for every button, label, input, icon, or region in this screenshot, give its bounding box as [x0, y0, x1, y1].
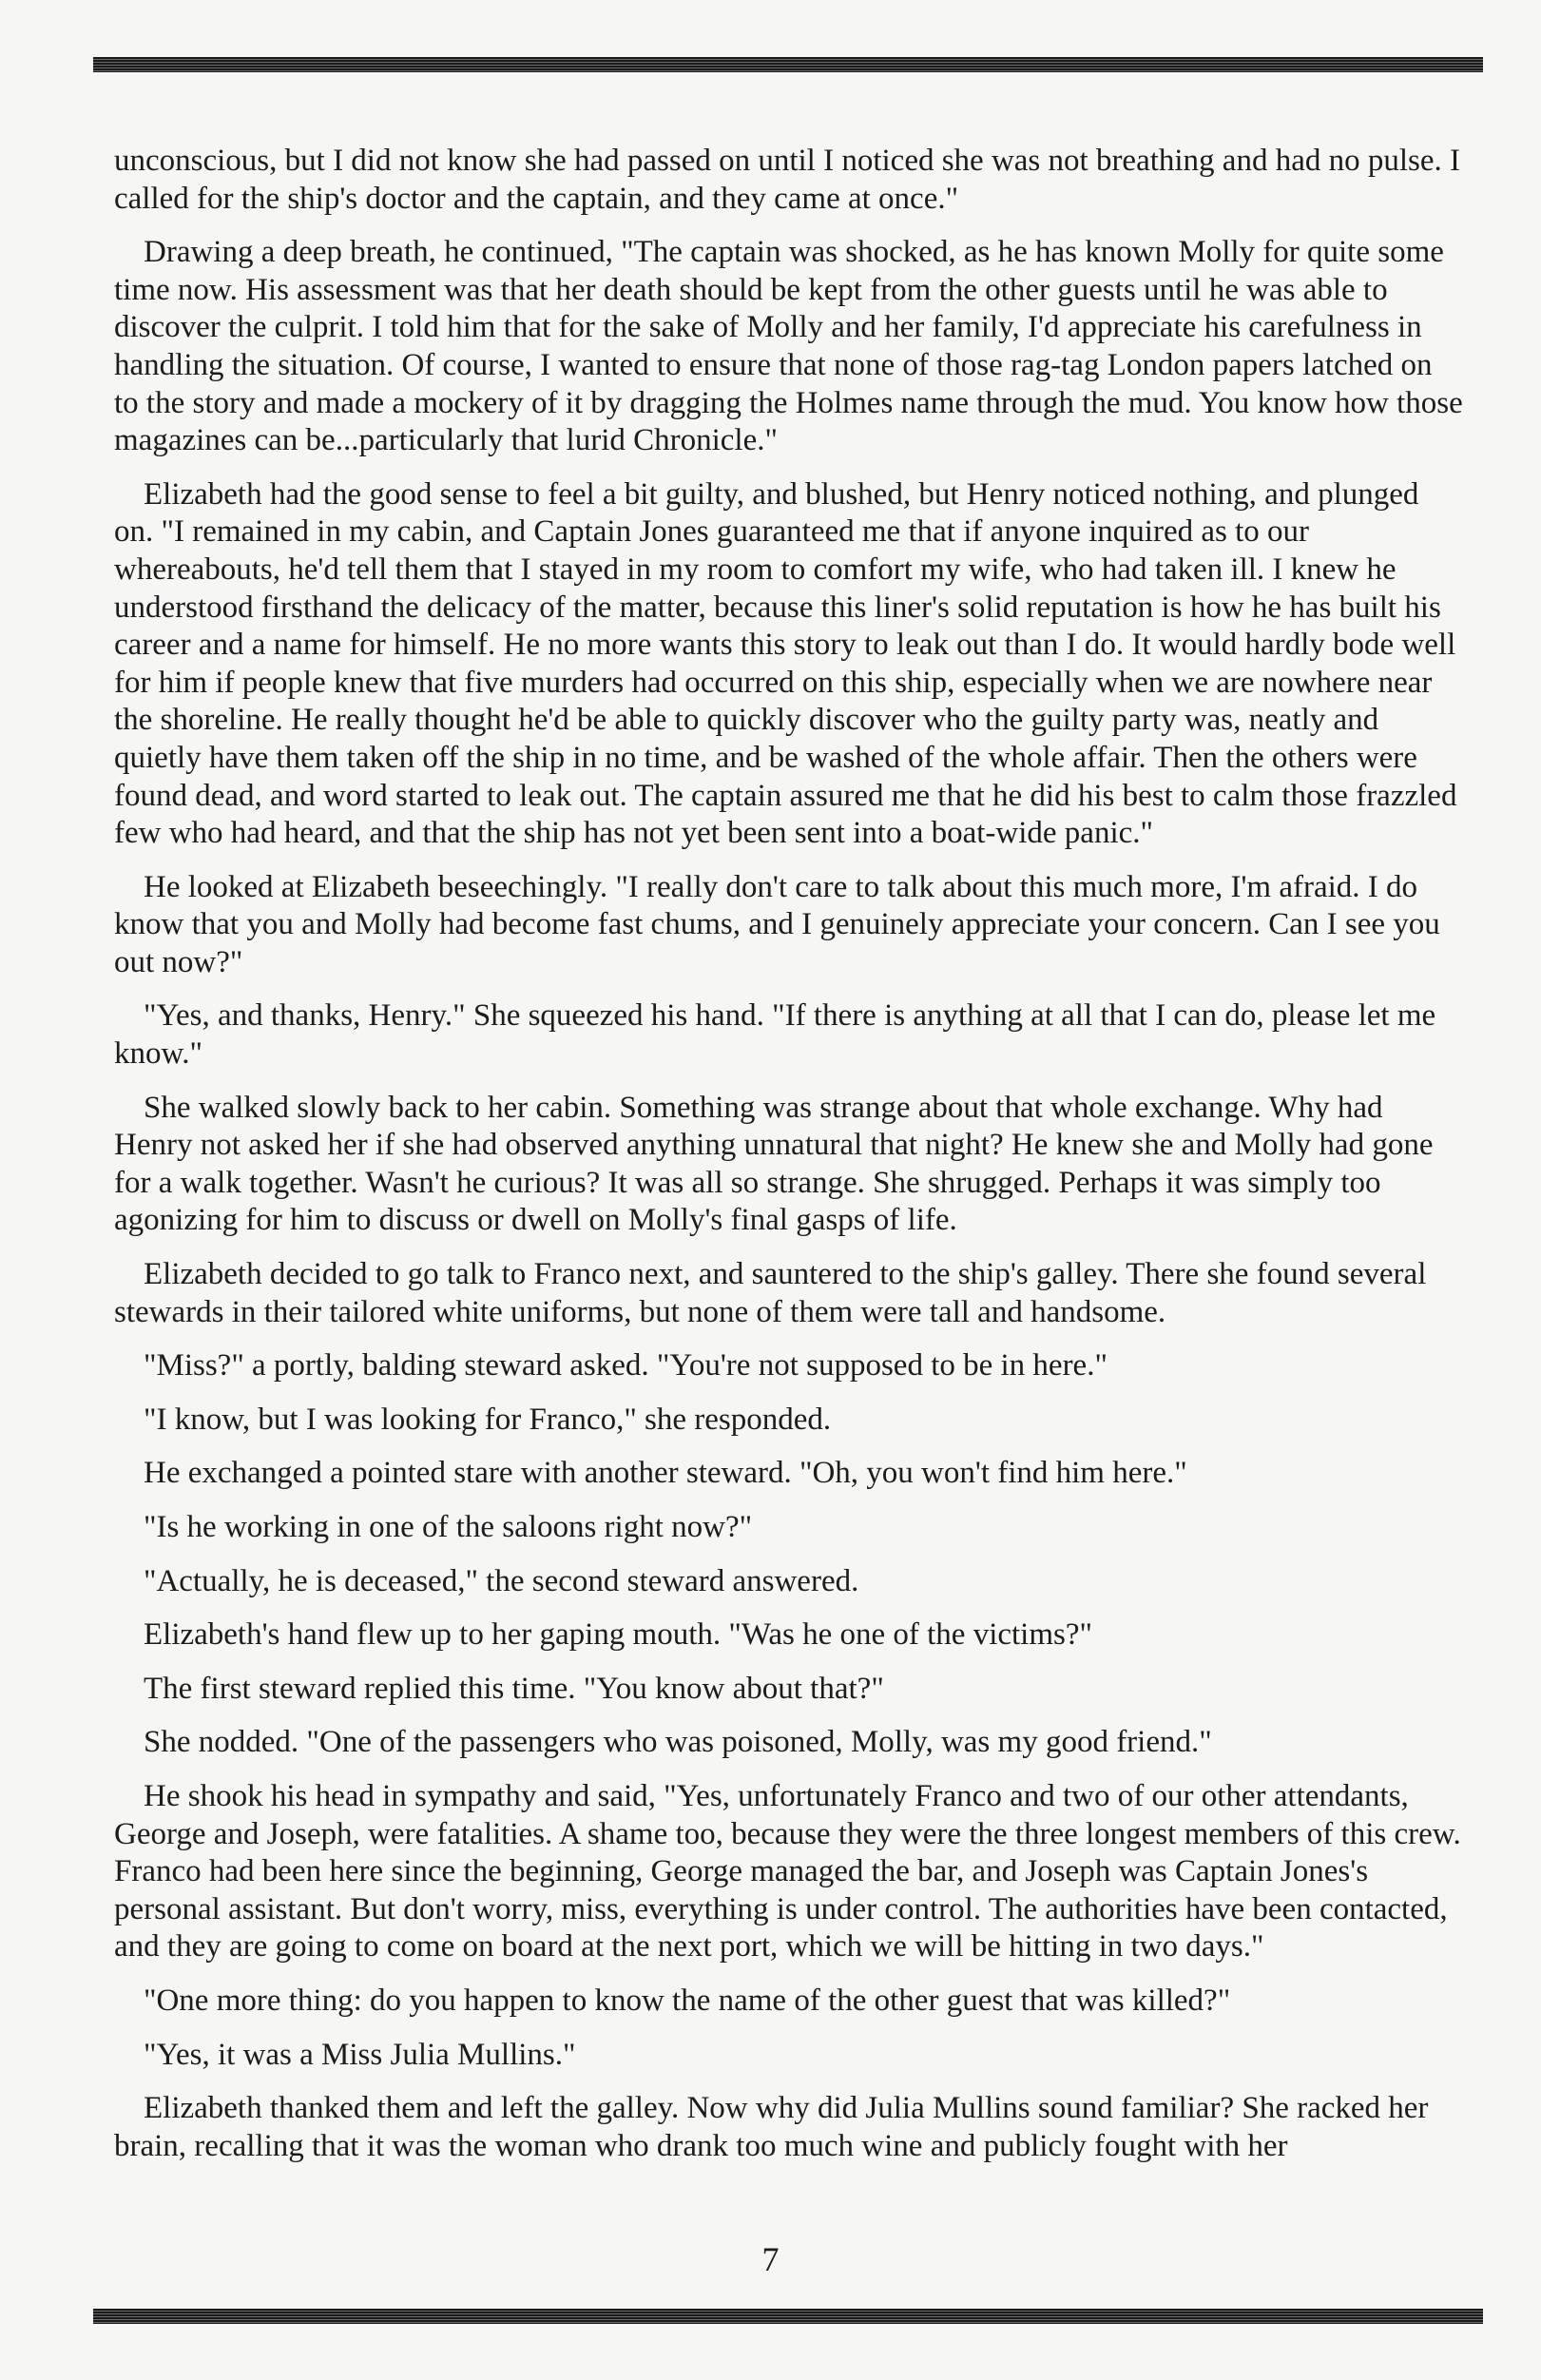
paragraph: unconscious, but I did not know she had passed on until I noticed she was not breathing and had no pulse. I called for the ship's doctor and the captain, and they came at once." — [114, 144, 1461, 216]
paragraph: "Is he working in one of the saloons right now?" — [144, 1510, 753, 1544]
paragraph: Elizabeth had the good sense to feel a bit guilty, and blushed, but Henry noticed nothing, and plunged on. "I remained in my cabin, and Captain Jones guaranteed me that if anyone inquired as to our whereabouts, he'd tell them that I stayed in my room to comfort my wife, who had taken ill. I knew he understood firsthand the delicacy of the matter, because this liner's solid reputation is how he has built his career and a name for himself. He no more wants this story to leak out than I do. It would hardly bode well for him if people knew that five murders had occurred on this ship, especially when we are nowhere near the shoreline. He really thought he'd be able to quickly discover who the guilty party was, neatly and quietly have them taken off the ship in no time, and be washed of the whole affair. Then the others were found dead, and word started to leak out. The captain assured me that he did his best to calm those frazzled few who had heard, and that the ship has not yet been sent into a boat-wide panic." — [114, 476, 1457, 851]
paragraph: Elizabeth's hand flew up to her gaping mouth. "Was he one of the victims?" — [144, 1617, 1092, 1653]
page-number: 7 — [761, 2240, 780, 2278]
paragraph: Elizabeth thanked them and left the galley. Now why did Julia Mullins sound familiar? She racked her brain, recalling that it was the woman who drank too much wine and publicly fought with her — [114, 2091, 1429, 2163]
paragraph: "I know, but I was looking for Franco," she responded. — [144, 1402, 832, 1437]
paragraph: "Yes, it was a Miss Julia Mullins." — [144, 2037, 576, 2072]
paragraph: He looked at Elizabeth beseechingly. "I really don't care to talk about this much more, I'm afraid. I do know that you and Molly had become fast chums, and I genuinely appreciate your concern. Can I see you out now?" — [114, 869, 1440, 979]
paragraph: Drawing a deep breath, he continued, "The captain was shocked, as he has known Molly for quite some time now. His assessment was that her death should be kept from the other guests until he was able to discover the culprit. I told him that for the sake of Molly and her family, I'd appreciate his carefulness in handling the situation. Of course, I wanted to ensure that none of those rag-tag London papers latched on to the story and made a mockery of it by dragging the Holmes name through the mud. You know how those magazines can be...particularly that lurid Chronicle." — [114, 235, 1463, 458]
paragraph: Elizabeth decided to go talk to Franco next, and sauntered to the ship's galley. There she found several stewards in their tailored white uniforms, but none of them were tall and handsome. — [114, 1257, 1427, 1329]
paragraph: "Yes, and thanks, Henry." She squeezed his hand. "If there is anything at all that I can do, please let me know." — [114, 998, 1436, 1072]
top-rule — [93, 57, 1483, 72]
paragraph: "Miss?" a portly, balding steward asked. "You're not supposed to be in here." — [144, 1348, 1108, 1383]
paragraph: He shook his head in sympathy and said, "Yes, unfortunately Franco and two of our other attendants, George and Joseph, were fatalities. A shame too, because they were the three longest members of this crew. Franco had been here since the beginning, George managed the bar, and Joseph was Captain Jones's personal assistant. But don't worry, miss, everything is under control. The authorities have been contacted, and they are going to come on board at the next port, which we will be hitting in two days." — [114, 1778, 1461, 1964]
bottom-rule — [93, 2309, 1483, 2324]
paragraph: The first steward replied this time. "You know about that?" — [144, 1671, 884, 1706]
paragraph: She nodded. "One of the passengers who was poisoned, Molly, was my good friend." — [144, 1725, 1212, 1760]
paragraph: "Actually, he is deceased," the second steward answered. — [144, 1563, 859, 1598]
body-text — [114, 143, 1464, 2181]
paragraph: "One more thing: do you happen to know the name of the other guest that was killed?" — [144, 1983, 1231, 2018]
paragraph: She walked slowly back to her cabin. Something was strange about that whole exchange. Why had Henry not asked her if she had observed anything unnatural that night? He knew she and Molly had gone for a walk together. Wasn't he curious? It was all so strange. She shrugged. Perhaps it was simply too agonizing for him to discuss or dwell on Molly's final gasps of life. — [114, 1090, 1434, 1238]
paragraph: He exchanged a pointed stare with another steward. "Oh, you won't find him here." — [144, 1456, 1187, 1491]
